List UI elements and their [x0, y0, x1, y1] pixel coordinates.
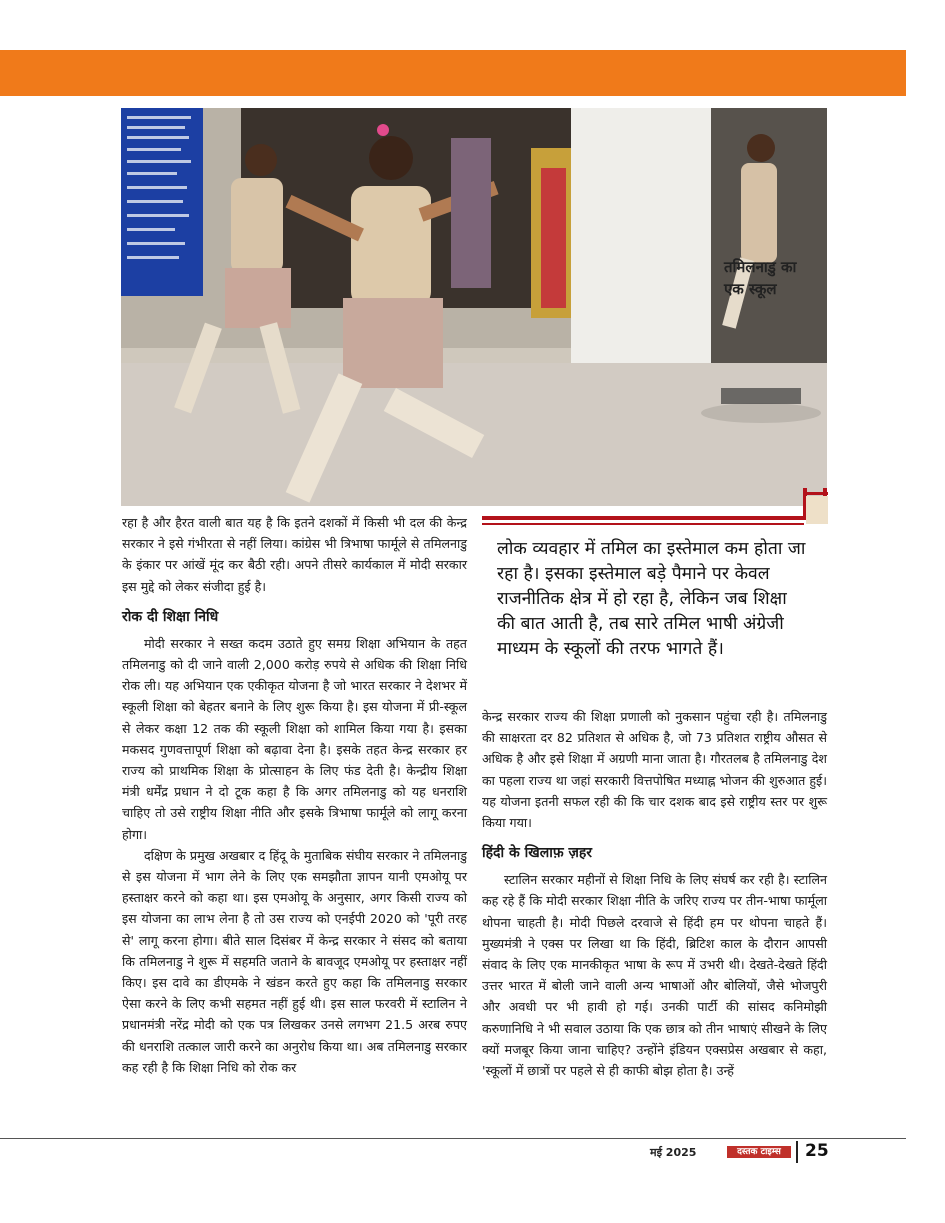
page-number: 25 [805, 1141, 829, 1161]
magazine-logo: दस्तक टाइम्स [727, 1146, 791, 1158]
pull-quote: लोक व्यवहार में तमिल का इस्तेमाल कम होता जा रहा है। इसका इस्तेमाल बड़े पैमाने पर केवल राजनीतिक क्षेत्र में हो रहा है, लेकिन जब शिक्षा की बात आती है, तब सारे तमिल भाषी अंग्रेजी माध्यम के स्कूलों की तरफ भागते हैं। [497, 539, 806, 659]
left-text-column [122, 512, 467, 1078]
top-orange-band [0, 50, 906, 96]
footer-divider [796, 1141, 798, 1163]
right-text-column [482, 706, 827, 1081]
school-children-illustration [121, 108, 827, 506]
body-paragraph: रहा है और हैरत वाली बात यह है कि इतने दशकों में किसी भी दल की केन्द्र सरकार ने इसे गंभीरता से नहीं लिया। कांग्रेस भी त्रिभाषा फार्मूले से तमिलनाडु के इंकार पर आंखें मूंद कर बैठी रही। अपने तीसरे कार्यकाल में मोदी सरकार इस मुद्दे को लेकर संजीदा हुई है। [122, 515, 467, 594]
decorative-red-bar [806, 492, 828, 495]
decorative-tan-box [806, 496, 828, 524]
section-heading: हिंदी के खिलाफ़ ज़हर [482, 845, 593, 862]
body-paragraph: दक्षिण के प्रमुख अखबार द हिंदू के मुताबिक संघीय सरकार ने तमिलनाडु से इस योजना में भाग लेने के लिए एक समझौता ज्ञापन यानी एमओयू पर हस्ताक्षर करने को कहा था। इस एमओयू के अनुसार, अगर किसी राज्य को इस योजना का लाभ लेना है तो उस राज्य को एनईपी 2020 को 'पूरी तरह से' लागू करना होगा। बीते साल दिसंबर में केन्द्र सरकार ने संसद को बताया कि तमिलनाडु ने शुरू में सहमति जताने के बावजूद एमओयू पर हस्ताक्षर नहीं किए। इस दावे का डीएमके ने खंडन करते हुए कहा कि तमिलनाडु सरकार ऐसा करने के लिए कभी सहमत नहीं हुई थी। इस साल फरवरी में स्टालिन ने प्रधानमंत्री नरेंद्र मोदी को एक पत्र लिखकर उनसे लगभग 21.5 अरब रुपए की धनराशि तत्काल जारी करने का अनुरोध किया था। अब तमिलनाडु सरकार कह रही है कि शिक्षा निधि को रोक कर [122, 847, 467, 1075]
photo-caption-line2: एक स्कूल [724, 280, 777, 298]
body-paragraph: स्टालिन सरकार महीनों से शिक्षा निधि के लिए संघर्ष कर रही है। स्टालिन कह रहे हैं कि मोदी सरकार शिक्षा नीति के जरिए राज्य पर तीन-भाषा फार्मूला थोपना चाहती है। मोदी पिछले दरवाजे से हिंदी हम पर थोपना चाहते हैं। मुख्यमंत्री ने एक्स पर लिखा था कि हिंदी, ब्रिटिश काल के दौरान आपसी संवाद के लिए एक मानकीकृत भाषा के रूप में उभरी थी। देखते-देखते हिंदी उत्तर भारत में बोली जाने वाली अन्य भाषाओं और बोलियों, जैसे भोजपुरी और अवधी पर भी हावी हो गई। उनकी पार्टी की सांसद कनिमोझी करुणानिधि ने भी सवाल उठाया कि एक छात्र को तीन भाषाएं सीखने के लिए क्यों मजबूर किया जाना चाहिए? उन्होंने इंडियन एक्सप्रेस अखबार से कहा, 'स्कूलों में छात्रों पर पहले से ही काफी बोझ होता है। उन्हें [482, 872, 827, 1079]
body-paragraph: मोदी सरकार ने सख्त कदम उठाते हुए समग्र शिक्षा अभियान के तहत तमिलनाडु को दी जाने वाली 2,000 करोड़ रुपये से अधिक की शिक्षा निधि रोक ली। यह अभियान एक एकीकृत योजना है जो भारत सरकार ने देशभर में स्कूली शिक्षा को बेहतर बनाने के लिए शुरू किया है। इस योजना में प्री-स्कूल से लेकर कक्षा 12 तक की स्कूली शिक्षा को शामिल किया गया है। इसका मकसद गुणवत्तापूर्ण शिक्षा को बढ़ावा देना है। इसके तहत केन्द्र सरकार हर राज्य को प्राथमिक शिक्षा के प्रोत्साहन के लिए फंड देती है। केन्द्रीय शिक्षा मंत्री धर्मेंद्र प्रधान ने दो टूक कहा है कि अगर तमिलनाडु को यह धनराशि चाहिए तो उसे राष्ट्रीय शिक्षा नीति और इसके त्रिभाषा फार्मूले को लागू करना होगा। [122, 635, 467, 842]
section-heading: रोक दी शिक्षा निधि [122, 608, 219, 625]
photo-caption-line1: तमिलनाडु का [724, 258, 797, 276]
decorative-red-rule [482, 523, 804, 525]
body-paragraph: केन्द्र सरकार राज्य की शिक्षा प्रणाली को नुकसान पहुंचा रही है। तमिलनाडु की साक्षरता दर 82 प्रतिशत से अधिक है, जो 73 प्रतिशत राष्ट्रीय औसत से अधिक है और इसे शिक्षा में अग्रणी माना जाता है। गौरतलब है तमिलनाडु देश का पहला राज्य था जहां सरकारी वित्तपोषित मध्याह्न भोजन की शुरुआत हुई। यह योजना इतनी सफल रही की कि चार दशक बाद इसे राष्ट्रीय स्तर पर शुरू किया गया। [482, 709, 827, 831]
decorative-red-rule [482, 516, 804, 520]
school-photo [121, 108, 827, 506]
photo-caption [724, 256, 827, 300]
footer-rule [0, 1138, 906, 1139]
issue-date: मई 2025 [650, 1146, 697, 1159]
